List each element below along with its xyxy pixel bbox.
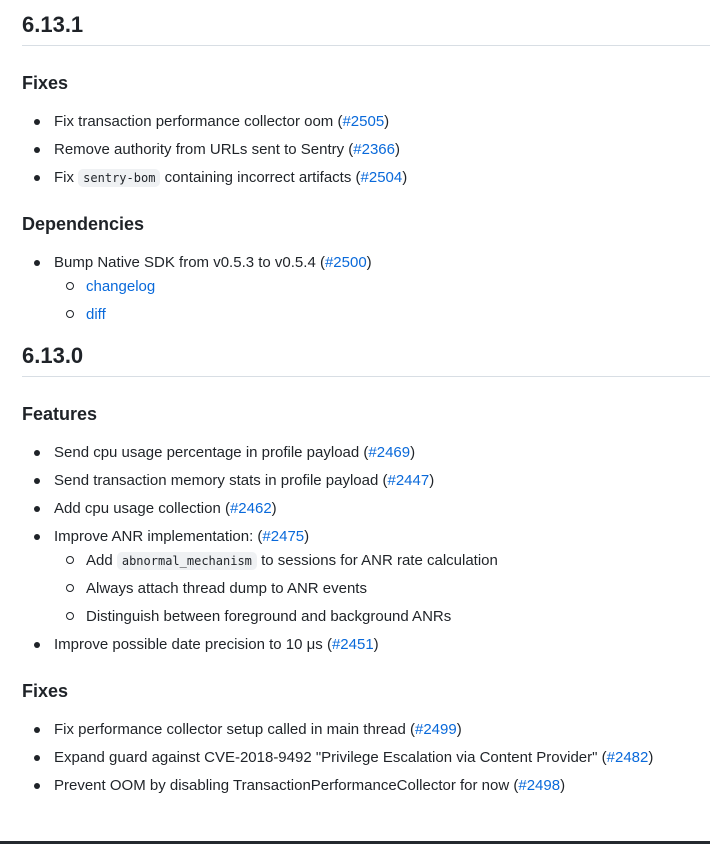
pr-link[interactable]: #2475 bbox=[262, 528, 305, 545]
pr-link[interactable]: #2469 bbox=[368, 444, 411, 461]
changelog-link[interactable]: changelog bbox=[86, 278, 156, 295]
pr-link[interactable]: #2498 bbox=[518, 777, 561, 794]
list-item: Add cpu usage collection (#2462) bbox=[22, 495, 710, 523]
list-item: Fix sentry-bom containing incorrect artifacts (#2504) bbox=[22, 164, 710, 192]
sub-list-item: Distinguish between foreground and background ANRs bbox=[22, 603, 710, 631]
list-item: Send cpu usage percentage in profile payload (#2469) bbox=[22, 439, 710, 467]
features-list bbox=[22, 439, 710, 551]
pr-link[interactable]: #2447 bbox=[387, 472, 430, 489]
pr-link[interactable]: #2499 bbox=[415, 721, 457, 738]
inline-code: sentry-bom bbox=[78, 169, 160, 187]
dependencies-sublist bbox=[22, 273, 710, 329]
list-item: Improve ANR implementation: (#2475) bbox=[22, 523, 710, 551]
list-item: Prevent OOM by disabling TransactionPerformanceCollector for now (#2498) bbox=[22, 772, 710, 800]
pr-link[interactable]: #2482 bbox=[606, 749, 649, 766]
pr-link[interactable]: #2451 bbox=[331, 636, 374, 653]
pr-link[interactable]: #2500 bbox=[324, 254, 367, 271]
list-item: Remove authority from URLs sent to Sentry (#2366) bbox=[22, 136, 710, 164]
fixes-list bbox=[22, 108, 710, 192]
pr-link[interactable]: #2366 bbox=[353, 141, 395, 158]
fixes-list-6-13-0 bbox=[22, 716, 710, 800]
list-item: Send transaction memory stats in profile payload (#2447) bbox=[22, 467, 710, 495]
section-heading-fixes: Fixes bbox=[22, 73, 69, 93]
anr-sublist bbox=[22, 547, 710, 631]
sub-list-item bbox=[22, 273, 710, 301]
section-heading-dependencies: Dependencies bbox=[22, 214, 145, 234]
list-item: Improve possible date precision to 10 μs (#2451) bbox=[22, 631, 710, 659]
section-heading-features: Features bbox=[22, 404, 98, 424]
list-item: Bump Native SDK from v0.5.3 to v0.5.4 (#2500) bbox=[22, 249, 710, 277]
sub-list-item bbox=[22, 301, 710, 329]
pr-link[interactable]: #2504 bbox=[360, 169, 403, 186]
list-item: Fix performance collector setup called in main thread (#2499) bbox=[22, 716, 710, 744]
version-heading-6-13-0: 6.13.0 bbox=[22, 343, 710, 377]
list-item: Expand guard against CVE-2018-9492 "Privilege Escalation via Content Provider" (#2482) bbox=[22, 744, 710, 772]
version-heading-6-13-1: 6.13.1 bbox=[22, 0, 710, 46]
section-heading-fixes-6-13-0: Fixes bbox=[22, 681, 69, 701]
features-list-continued bbox=[22, 631, 710, 659]
diff-link[interactable]: diff bbox=[86, 306, 106, 323]
sub-list-item: Add abnormal_mechanism to sessions for ANR rate calculation bbox=[22, 547, 710, 575]
list-item: Fix transaction performance collector oom (#2505) bbox=[22, 108, 710, 136]
pr-link[interactable]: #2505 bbox=[342, 113, 385, 130]
pr-link[interactable]: #2462 bbox=[229, 500, 272, 517]
sub-list-item: Always attach thread dump to ANR events bbox=[22, 575, 710, 603]
inline-code: abnormal_mechanism bbox=[117, 552, 257, 570]
